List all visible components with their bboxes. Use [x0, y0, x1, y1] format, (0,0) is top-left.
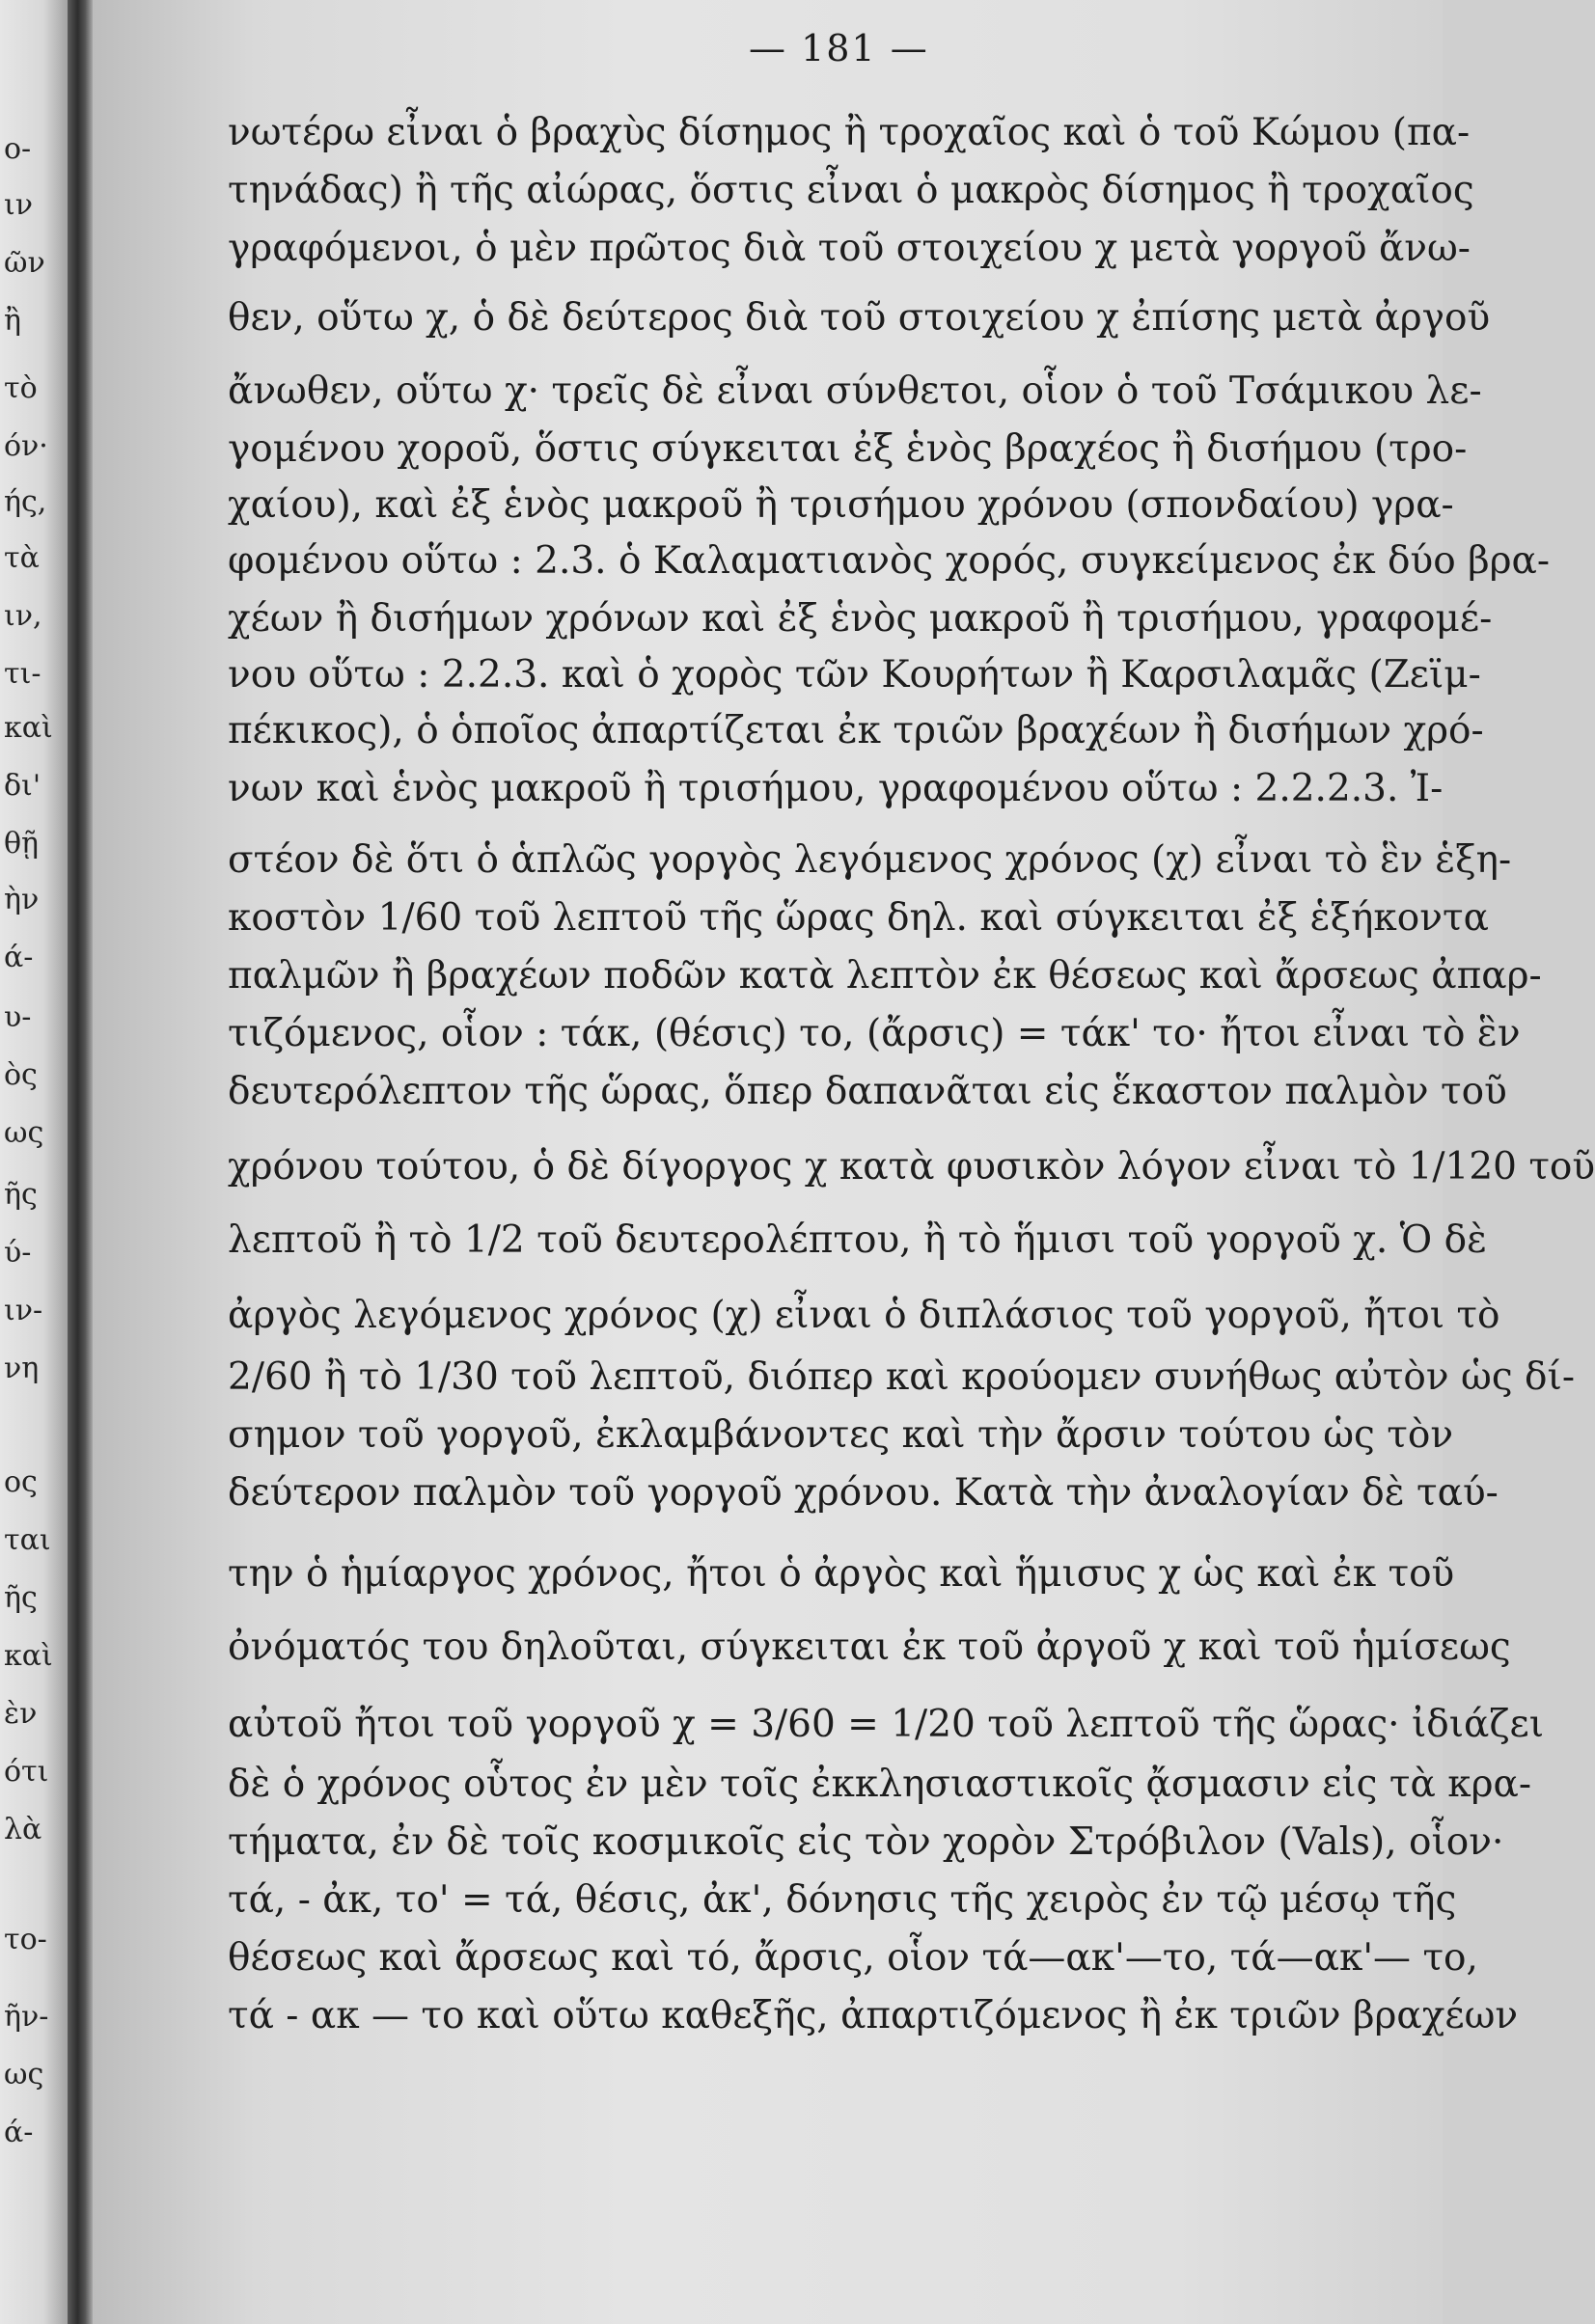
text-line: λεπτοῦ ἢ τὸ 1/2 τοῦ δευτερολέπτου, ἢ τὸ ἥμισι τοῦ γοργοῦ χ. Ὁ δὲ: [228, 1218, 1487, 1262]
text-line: πέκικος), ὁ ὁποῖος ἀπαρτίζεται ἐκ τριῶν βραχέων ἢ δισήμων χρό-: [228, 709, 1484, 752]
left-fragment: θῇ: [4, 827, 40, 861]
left-fragment: όν·: [4, 429, 48, 463]
left-fragment: ῆν-: [4, 2000, 49, 2034]
left-fragment: ὴν: [4, 883, 40, 916]
left-fragment: δι': [4, 769, 41, 803]
left-fragment: ής,: [4, 485, 47, 519]
left-fragment: ος: [4, 1465, 38, 1499]
left-page-edge: [0, 0, 71, 2324]
text-line: δὲ ὁ χρόνος οὗτος ἐν μὲν τοῖς ἐκκλησιαστικοῖς ᾄσμασιν εἰς τὰ κρα-: [228, 1763, 1532, 1806]
text-line: την ὁ ἡμίαργος χρόνος, ἤτοι ὁ ἀργὸς καὶ ἥμισυς χ ὡς καὶ ἐκ τοῦ: [228, 1552, 1455, 1596]
left-fragment: τὰ: [4, 541, 40, 575]
left-fragment: νη: [4, 1352, 40, 1385]
left-fragment: ύ-: [4, 1236, 32, 1270]
text-line: χέων ἢ δισήμων χρόνων καὶ ἐξ ἑνὸς μακροῦ ἢ τρισήμου, γραφομέ-: [228, 597, 1493, 641]
text-line: δεύτερον παλμὸν τοῦ γοργοῦ χρόνου. Κατὰ τὴν ἀναλογίαν δὲ ταύ-: [228, 1471, 1499, 1515]
left-fragment: ἢ: [4, 304, 21, 338]
left-fragment: καὶ: [4, 711, 53, 745]
left-fragment: ως: [4, 2058, 44, 2092]
left-fragment: ὸς: [4, 1058, 38, 1092]
text-line: φομένου οὕτω : 2.3. ὁ Καλαματιανὸς χορός, συγκείμενος ἐκ δύο βρα-: [228, 539, 1551, 583]
left-fragment: ως: [4, 1116, 44, 1150]
text-line: σημον τοῦ γοργοῦ, ἐκλαμβάνοντες καὶ τὴν ἄρσιν τούτου ὡς τὸν: [228, 1413, 1454, 1457]
text-line: στέον δὲ ὅτι ὁ ἁπλῶς γοργὸς λεγόμενος χρόνος (χ) εἶναι τὸ ἓν ἑξη-: [228, 838, 1512, 882]
left-fragment: ιν: [4, 188, 33, 222]
left-fragment: ῶν: [4, 246, 45, 280]
text-line: τήματα, ἐν δὲ τοῖς κοσμικοῖς εἰς τὸν χορὸν Στρόβιλον (Vals), οἷον·: [228, 1820, 1504, 1864]
left-fragment: ὲν: [4, 1697, 38, 1731]
left-fragment: o-: [4, 132, 32, 166]
text-line: γραφόμενοι, ὁ μὲν πρῶτος διὰ τοῦ στοιχείου χ μετὰ γοργοῦ ἄνω-: [228, 227, 1471, 270]
left-fragment: υ-: [4, 1000, 32, 1034]
left-fragment: ά-: [4, 941, 34, 974]
left-fragment: καὶ: [4, 1639, 53, 1673]
text-line: ἄνωθεν, οὕτω χ· τρεῖς δὲ εἶναι σύνθετοι, οἷον ὁ τοῦ Τσάμικου λε-: [228, 369, 1482, 413]
book-gutter: [68, 0, 93, 2324]
left-fragment: τὸ: [4, 371, 38, 405]
text-line: τά, - ἀκ, το' = τά, θέσις, ἀκ', δόνησις τῆς χειρὸς ἐν τῷ μέσῳ τῆς: [228, 1878, 1457, 1922]
page-number: — 181 —: [749, 27, 929, 69]
text-line: κοστὸν 1/60 τοῦ λεπτοῦ τῆς ὥρας δηλ. καὶ σύγκειται ἐξ ἑξήκοντα: [228, 896, 1489, 940]
text-line: νου οὕτω : 2.2.3. καὶ ὁ χορὸς τῶν Κουρήτων ἢ Καρσιλαμᾶς (Ζεϊμ-: [228, 653, 1481, 697]
text-line: 2/60 ἢ τὸ 1/30 τοῦ λεπτοῦ, διόπερ καὶ κρούομεν συνήθως αὐτὸν ὡς δί-: [228, 1355, 1576, 1399]
text-line: θεν, οὕτω χ, ὁ δὲ δεύτερος διὰ τοῦ στοιχείου χ ἐπίσης μετὰ ἀργοῦ: [228, 296, 1491, 340]
text-line: θέσεως καὶ ἄρσεως καὶ τό, ἄρσις, οἷον τά—ακ'—το, τά—ακ'— το,: [228, 1936, 1478, 1980]
text-line: νωτέρω εἶναι ὁ βραχὺς δίσημος ἢ τροχαῖος καὶ ὁ τοῦ Κώμου (πα-: [228, 111, 1471, 154]
left-fragment: ιν,: [4, 599, 42, 633]
text-line: χρόνου τούτου, ὁ δὲ δίγοργος χ κατὰ φυσικὸν λόγον εἶναι τὸ 1/120 τοῦ: [228, 1145, 1595, 1189]
text-line: αὐτοῦ ἤτοι τοῦ γοργοῦ χ = 3/60 = 1/20 τοῦ λεπτοῦ τῆς ὥρας· ἰδιάζει: [228, 1703, 1545, 1746]
text-line: παλμῶν ἢ βραχέων ποδῶν κατὰ λεπτὸν ἐκ θέσεως καὶ ἄρσεως ἀπαρ-: [228, 954, 1542, 998]
text-line: ὀνόματός του δηλοῦται, σύγκειται ἐκ τοῦ ἀργοῦ χ καὶ τοῦ ἡμίσεως: [228, 1626, 1511, 1669]
text-line: τηνάδας) ἢ τῆς αἰώρας, ὅστις εἶναι ὁ μακρὸς δίσημος ἢ τροχαῖος: [228, 169, 1474, 212]
left-fragment: τι-: [4, 657, 41, 691]
text-line: νων καὶ ἑνὸς μακροῦ ἢ τρισήμου, γραφομένου οὕτω : 2.2.2.3. Ἰ-: [228, 767, 1444, 810]
text-line: τά - ακ — το καὶ οὕτω καθεξῆς, ἀπαρτιζόμενος ἢ ἐκ τριῶν βραχέων: [228, 1994, 1519, 2037]
text-line: τιζόμενος, οἷον : τάκ, (θέσις) το, (ἄρσις) = τάκ' το· ἤτοι εἶναι τὸ ἓν: [228, 1012, 1521, 1055]
text-line: χαίου), καὶ ἐξ ἑνὸς μακροῦ ἢ τρισήμου χρόνου (σπονδαίου) γρα-: [228, 483, 1454, 527]
left-fragment: ά-: [4, 2116, 34, 2149]
left-fragment: ότι: [4, 1755, 49, 1789]
left-fragment: ῆς: [4, 1178, 38, 1212]
text-line: ἀργὸς λεγόμενος χρόνος (χ) εἶναι ὁ διπλάσιος τοῦ γοργοῦ, ἤτοι τὸ: [228, 1294, 1500, 1337]
text-line: δευτερόλεπτον τῆς ὥρας, ὅπερ δαπανᾶται εἰς ἕκαστον παλμὸν τοῦ: [228, 1070, 1507, 1113]
book-page: [93, 0, 1595, 2324]
left-fragment: λὰ: [4, 1813, 42, 1846]
text-line: γομένου χοροῦ, ὅστις σύγκειται ἐξ ἑνὸς βραχέος ἢ δισήμου (τρο-: [228, 427, 1468, 471]
left-fragment: ιν-: [4, 1294, 43, 1327]
left-fragment: ται: [4, 1523, 51, 1557]
left-fragment: το-: [4, 1923, 47, 1956]
left-fragment: ῆς: [4, 1581, 38, 1615]
